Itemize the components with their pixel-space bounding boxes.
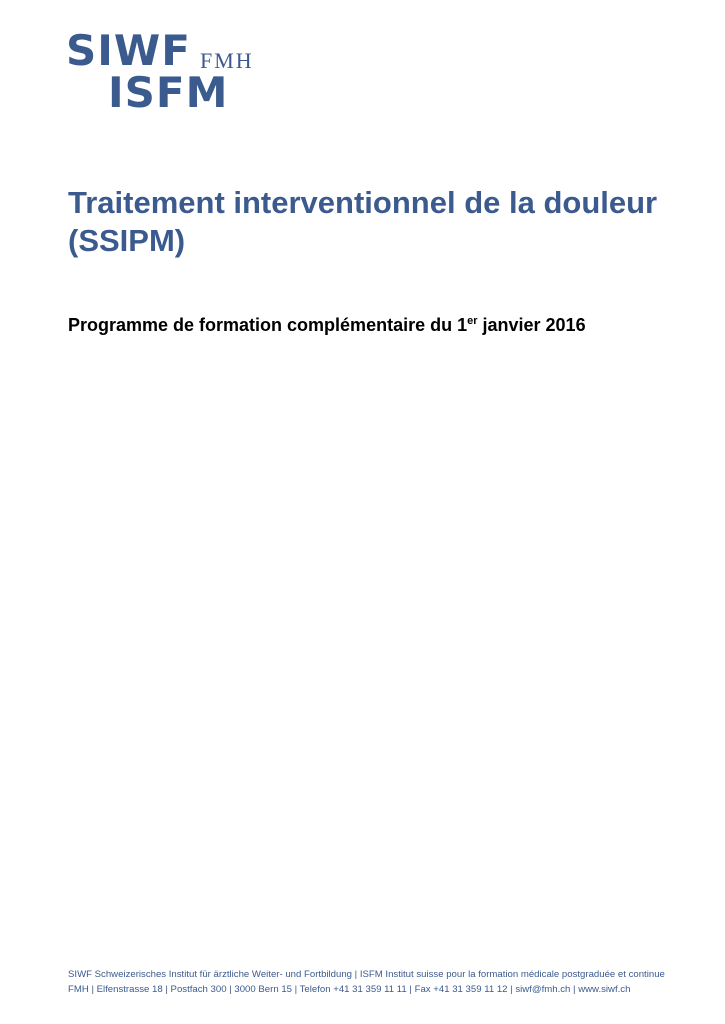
footer-institutes-line: SIWF Schweizerisches Institut für ärztliche Weiter- und Fortbildung | ISFM Institut suisse pour la formation médicale postgraduée et continue bbox=[68, 969, 665, 980]
document-title: Traitement interventionnel de la douleur (SSIPM) bbox=[68, 185, 658, 258]
logo-fmh-text: FMH bbox=[200, 48, 254, 73]
subtitle-date-text: janvier 2016 bbox=[477, 315, 586, 335]
siwf-isfm-logo bbox=[66, 26, 266, 120]
footer-contact-line: FMH | Elfenstrasse 18 | Postfach 300 | 3000 Bern 15 | Telefon +41 31 359 11 11 | Fax +41 31 359 11 12 | siwf@fmh.ch | www.siwf.ch bbox=[68, 984, 631, 995]
page-footer bbox=[68, 967, 678, 997]
logo-siwf-text: SIWF bbox=[66, 26, 191, 75]
logo-isfm-text: ISFM bbox=[108, 68, 229, 117]
subtitle-main-text: Programme de formation complémentaire du 1 bbox=[68, 315, 468, 335]
subtitle-superscript: er bbox=[467, 315, 478, 327]
document-subtitle bbox=[68, 312, 688, 338]
